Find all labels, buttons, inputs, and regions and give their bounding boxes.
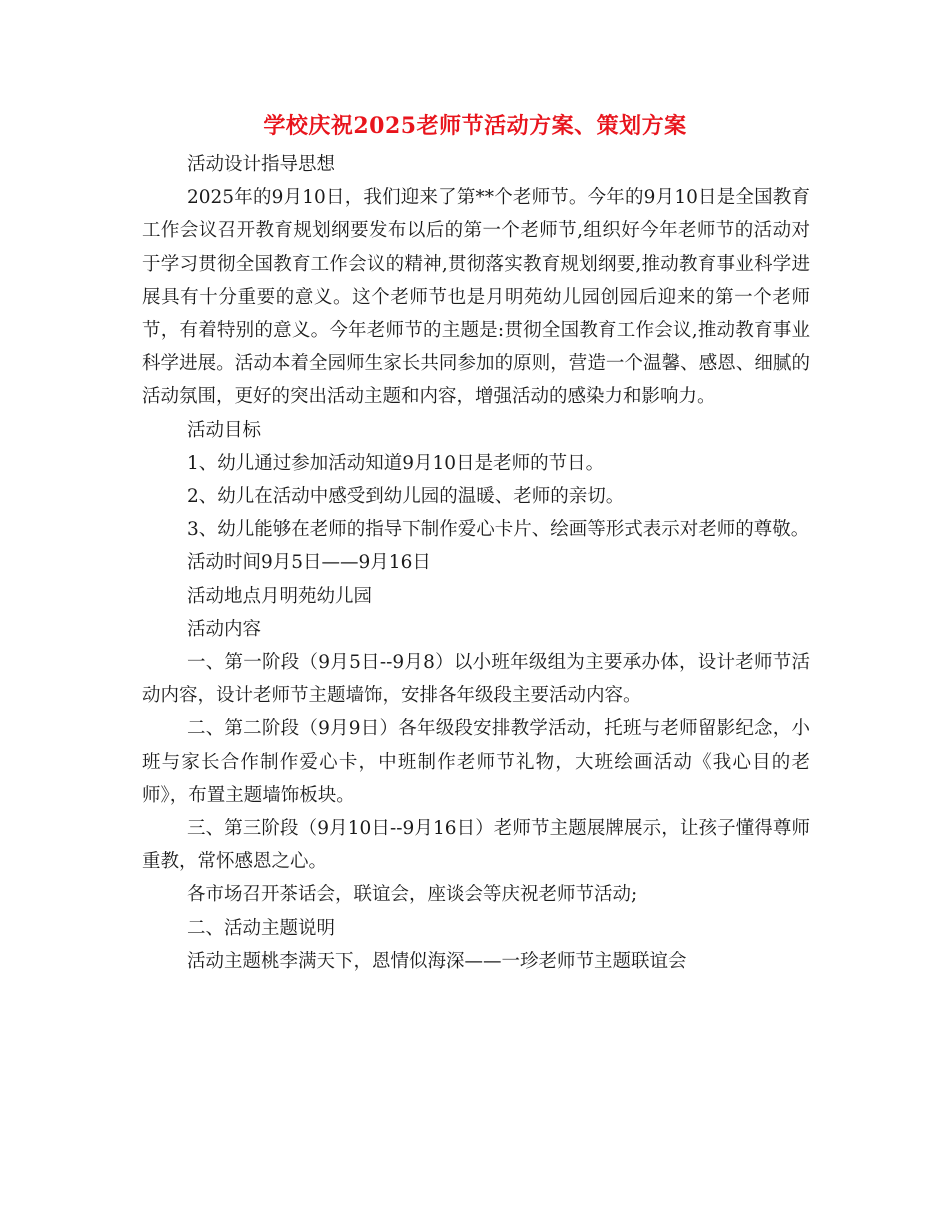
paragraph-market-events: 各市场召开茶话会，联谊会，座谈会等庆祝老师节活动; <box>187 884 638 906</box>
paragraph-location: 活动地点月明苑幼儿园 <box>187 585 373 607</box>
paragraph-guiding-idea-heading: 活动设计指导思想 <box>187 154 336 175</box>
paragraph-guiding-idea: 2025年的9月10日，我们迎来了第**个老师节。今年的9月10日是全国教育工作会议召开教育规划纲要发布以后的第一个老师节,组织好今年老师节的活动对于学习贯彻全国教育工作会议的精神,贯彻落实教育规划纲要,推动教育事业科学进展具有十分重要的意义。这个老师节也是月明苑幼儿园创园后迎来的第一个老师节，有着特别的意义。今年老师节的主题是:贯彻全国教育工作会议,推动教育事业科学进展。活动本着全园师生家长共同参加的原则，营造一个温馨、感恩、细腻的活动氛围，更好的突出活动主题和内容，增强活动的感染力和影响力。 <box>142 187 810 408</box>
paragraph-theme: 活动主题桃李满天下，恩情似海深——一珍老师节主题联谊会 <box>187 950 687 972</box>
paragraph-stage-1: 一、第一阶段（9月5日--9月8）以小班年级组为主要承办体，设计老师节活动内容，设计老师节主题墙饰，安排各年级段主要活动内容。 <box>142 652 810 707</box>
paragraph-content-heading: 活动内容 <box>187 618 262 640</box>
paragraph-goal-1: 1、幼儿通过参加活动知道9月10日是老师的节日。 <box>187 452 605 474</box>
paragraph-stage-3: 三、第三阶段（9月10日--9月16日）老师节主题展牌展示，让孩子懂得尊师重教，常怀感恩之心。 <box>142 818 810 873</box>
paragraph-goals-heading: 活动目标 <box>187 419 262 441</box>
paragraph-goal-3: 3、幼儿能够在老师的指导下制作爱心卡片、绘画等形式表示对老师的尊敬。 <box>187 519 810 541</box>
paragraph-theme-heading: 二、活动主题说明 <box>187 917 336 939</box>
document-title: 学校庆祝2025老师节活动方案、策划方案 <box>263 113 687 139</box>
paragraph-goal-2: 2、幼儿在活动中感受到幼儿园的温暖、老师的亲切。 <box>187 486 625 508</box>
document-body <box>142 148 810 978</box>
paragraph-time: 活动时间9月5日——9月16日 <box>187 552 431 574</box>
paragraph-stage-2: 二、第二阶段（9月9日）各年级段安排教学活动，托班与老师留影纪念，小班与家长合作制作爱心卡，中班制作老师节礼物，大班绘画活动《我心目的老师》，布置主题墙饰板块。 <box>142 718 810 806</box>
